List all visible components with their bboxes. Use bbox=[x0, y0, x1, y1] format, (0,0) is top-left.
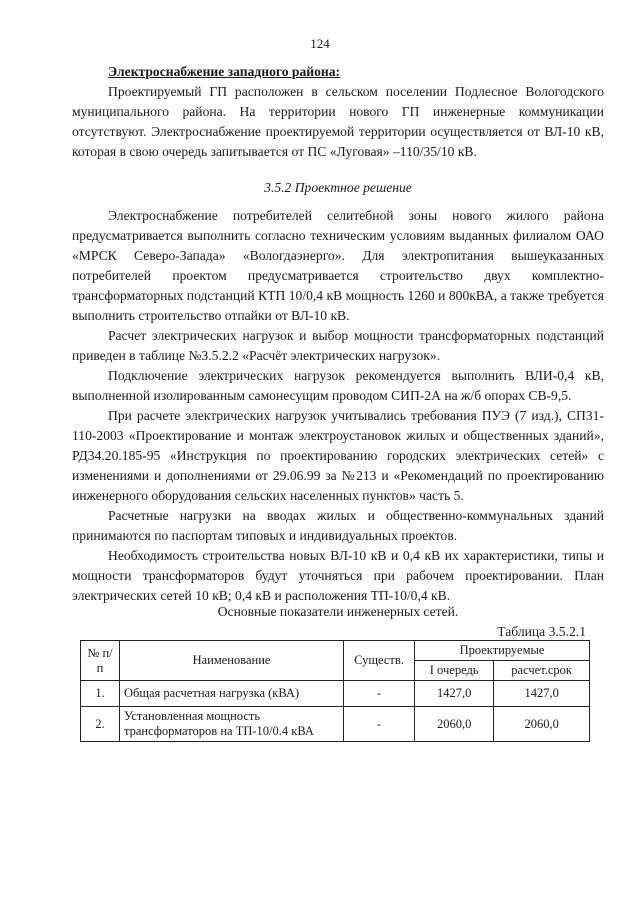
row-num: 2. bbox=[81, 707, 120, 742]
intro-section bbox=[72, 62, 604, 606]
engineering-networks-table bbox=[80, 640, 590, 742]
header-term: расчет.срок bbox=[494, 661, 590, 681]
row-term: 1427,0 bbox=[494, 681, 590, 707]
paragraph-connection: Подключение электрических нагрузок рекомендуется выполнить ВЛИ-0,4 кВ, выполненной изолированным самонесущим проводом СИП-2А на ж/б опорах СВ-9,5. bbox=[72, 368, 604, 403]
paragraph-power-supply: Электроснабжение потребителей селитебной зоны нового жилого района предусматривается выполнить согласно техническим условиям выданных филиалом ОАО «МРСК Северо-Запада» «Вологдаэнерго». Для электропитания вышеуказанных потребителей проектом предусматривается строительство двух комплектно-трансформаторных подстанций КТП 10/0,4 кВ мощность 1260 и 800кВА, а также требуется выполнить строительство отпайки от ВЛ-10 кВ. bbox=[72, 208, 604, 323]
section-heading: Электроснабжение западного района: bbox=[108, 64, 341, 79]
intro-paragraph: Проектируемый ГП расположен в сельском поселении Подлесное Вологодского муниципального района. На территории нового ГП инженерные коммуникации отсутствуют. Электроснабжение проектируемой территории осуществляется от ВЛ-10 кВ, которая в свою очередь запитывается от ПС «Луговая» –110/35/10 кВ. bbox=[72, 84, 604, 159]
paragraph-requirements: При расчете электрических нагрузок учитывались требования ПУЭ (7 изд.), СП31-110-2003 «Проектирование и монтаж электроустановок жилых и общественных зданий», РД34.20.185-95 «Инструкция по проектированию городских электрических сетей» с изменениями и дополнениями от 29.06.99 за №213 и «Рекомендаций по проектированию инженерного оборудования сельских населенных пунктов» часть 5. bbox=[72, 408, 604, 503]
subsection-title: 3.5.2 Проектное решение bbox=[264, 180, 412, 195]
header-stage1: I очередь bbox=[415, 661, 494, 681]
header-projected: Проектируемые bbox=[415, 641, 590, 661]
paragraph-calculated-loads: Расчетные нагрузки на вводах жилых и общественно-коммунальных зданий принимаются по паспортам типовых и индивидуальных проектов. bbox=[72, 508, 604, 543]
table-row bbox=[81, 681, 590, 707]
paragraph-load-calc: Расчет электрических нагрузок и выбор мощности трансформаторных подстанций приведен в таблице №3.5.2.2 «Расчёт электрических нагрузок». bbox=[72, 328, 604, 363]
header-name: Наименование bbox=[120, 641, 344, 681]
row-existing: - bbox=[344, 707, 415, 742]
table-row bbox=[81, 707, 590, 742]
table-caption: Основные показатели инженерных сетей. bbox=[217, 604, 459, 619]
row-existing: - bbox=[344, 681, 415, 707]
row-stage1: 2060,0 bbox=[415, 707, 494, 742]
header-existing: Существ. bbox=[344, 641, 415, 681]
page-number: 124 bbox=[310, 36, 330, 51]
table-header-row bbox=[81, 641, 590, 661]
table-caption-block bbox=[72, 602, 604, 642]
row-name: Установленная мощность трансформаторов на ТП-10/0.4 кВА bbox=[120, 707, 344, 742]
row-num: 1. bbox=[81, 681, 120, 707]
header-num: № п/п bbox=[81, 641, 120, 681]
paragraph-necessity: Необходимость строительства новых ВЛ-10 кВ и 0,4 кВ их характеристики, типы и мощности трансформаторов будут уточняться при рабочем проектировании. План электрических сетей 10 кВ; 0,4 кВ и расположения ТП-10/0,4 кВ. bbox=[72, 548, 604, 603]
row-stage1: 1427,0 bbox=[415, 681, 494, 707]
row-name: Общая расчетная нагрузка (кВА) bbox=[120, 681, 344, 707]
row-term: 2060,0 bbox=[494, 707, 590, 742]
table-label: Таблица 3.5.2.1 bbox=[497, 624, 586, 639]
